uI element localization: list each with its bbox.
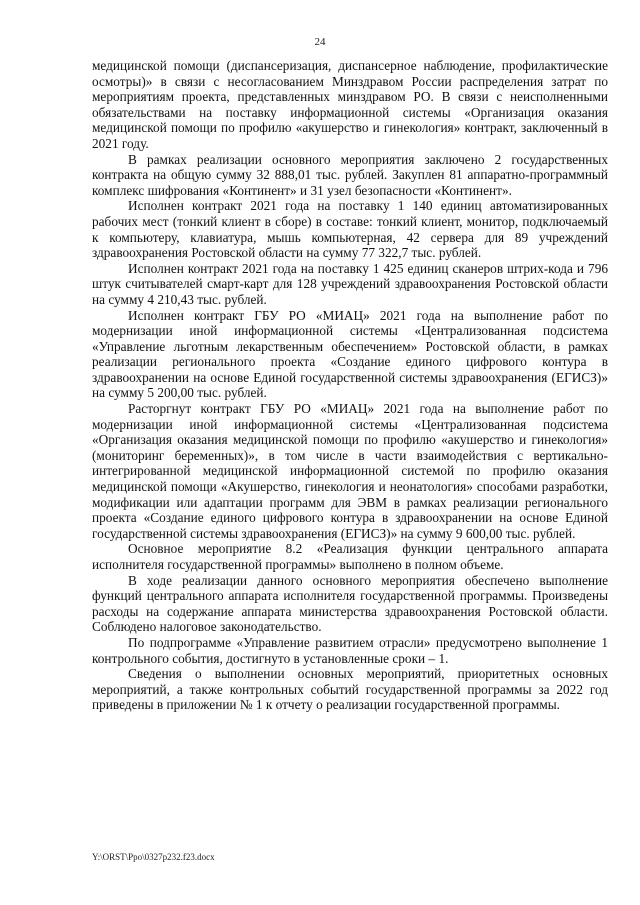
page-number: 24 [314,36,326,48]
paragraph-subprogram-events: По подпрограмме «Управление развитием отрасли» предусмотрено выполнение 1 контрольного события, достигнуто в установленные сроки – 1. [92,634,608,666]
paragraph-contracts-summary: В рамках реализации основного мероприятия заключено 2 государственных контракта на общую сумму 32 888,01 тыс. рублей. Закуплен 81 аппаратно-программный комплекс шифрования «Континент» и 31 узел безопасности «Континент». [92,151,608,198]
paragraph-miac-llo-contract: Исполнен контракт ГБУ РО «МИАЦ» 2021 года на выполнение работ по модернизации иной информационной системы «Централизованная подсистема «Управление льготным лекарственным обеспечением» Ростовской области, в рамках реализации регионального проекта «Создание единого цифрового контура в здравоохранении на основе Единой государственной системы здравоохранения (ЕГИСЗ)» на сумму 5 200,00 тыс. рублей. [92,307,608,401]
paragraph-workstations-contract: Исполнен контракт 2021 года на поставку 1 140 единиц автоматизированных рабочих мест (тонкий клиент в сборе) в составе: тонкий клиент, монитор, подключаемый к компьютеру, клавиатура, мышь компьютерная, 42 сервера для 89 учреждений здравоохранения Ростовской области на сумму 77 322,7 тыс. рублей. [92,198,608,261]
paragraph-scanners-contract: Исполнен контракт 2021 года на поставку 1 425 единиц сканеров штрих-кода и 796 штук считывателей смарт-карт для 128 учреждений здравоохранения Ростовской области на сумму 4 210,43 тыс. рублей. [92,260,608,307]
footer-file-path: Y:\ORST\Ppo\0327p232.f23.docx [92,852,215,862]
paragraph-measure-8-2: Основное мероприятие 8.2 «Реализация функции центрального аппарата исполнителя государственной программы» выполнено в полном объеме. [92,541,608,572]
paragraph-appendix-reference: Сведения о выполнении основных мероприятий, приоритетных основных мероприятий, а также контрольных событий государственной программы за 2022 год приведены в приложении № 1 к отчету о реализации государственной программы. [92,666,608,713]
paragraph-continuation: медицинской помощи (диспансеризация, диспансерное наблюдение, профилактические осмотры)» в связи с несогласованием Минздравом России распределения затрат по мероприятиям проекта, представленных минздравом РО. В связи с неисполненными обязательствами на поставку информационной системы «Организация оказания медицинской помощи по профилю «акушерство и гинекология» контракт, заключенный в 2021 году. [92,58,608,151]
paragraph-miac-terminated-contract: Расторгнут контракт ГБУ РО «МИАЦ» 2021 года на выполнение работ по модернизации иной информационной системы «Централизованная подсистема «Организация оказания медицинской помощи по профилю «акушерство и гинекология» (мониторинг беременных)», в том числе в части взаимодействия с вертикально-интегрированной медицинской информационной системой по профилю оказания медицинской помощи «Акушерство, гинекология и неонатология» способами разработки, модификации или адаптации программ для ЭВМ в рамках реализации регионального проекта «Создание единого цифрового контура в здравоохранении на основе Единой государственной системы здравоохранения (ЕГИСЗ)» на сумму 9 600,00 тыс. рублей. [92,401,608,541]
paragraph-central-apparatus: В ходе реализации данного основного мероприятия обеспечено выполнение функций центрального аппарата исполнителя государственной программы. Произведены расходы на содержание аппарата министерства здравоохранения Ростовской области. Соблюдено налоговое законодательство. [92,572,608,635]
document-body [92,58,608,713]
